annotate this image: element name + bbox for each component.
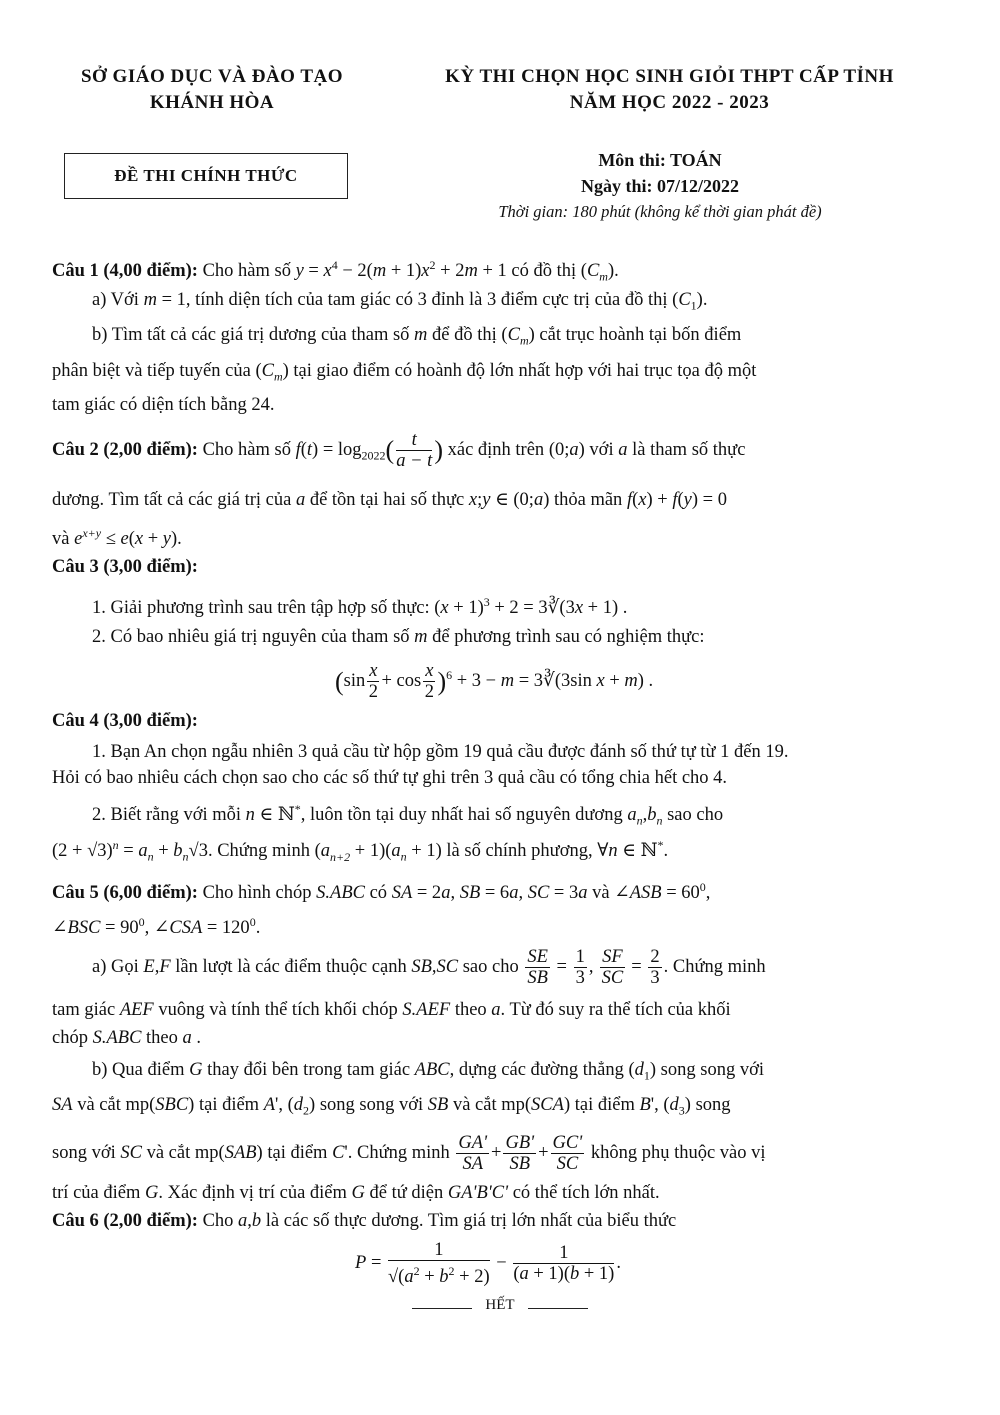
q6-expression: P = $\frac{1}{√(a^2 + b^2 + 2)}$ − $\frac{1}{(a + 1)(b + 1)}$ .	[355, 1240, 621, 1288]
q1-part-a: a) Với m = 1, tính diện tích của tam giác có 3 đỉnh là 3 điểm cực trị của đồ thị $(C_1)$.	[92, 290, 708, 313]
q2-line2: dương. Tìm tất cả các giá trị của a để tồn tại hai số thực x;y ∈ (0;a) thỏa mãn f(x) + f(y) = 0	[52, 490, 727, 510]
official-exam-label: ĐỀ THI CHÍNH THỨC	[114, 166, 298, 185]
end-marker: HẾT	[485, 1297, 515, 1313]
q1-part-b-line1: b) Tìm tất cả các giá trị dương của tham số m để đồ thị $(C_m)$ cắt trục hoành tại bốn điểm	[92, 325, 742, 348]
q1-part-b-line3: tam giác có diện tích bằng 24.	[52, 395, 275, 415]
q4-part1-line1: 1. Bạn An chọn ngẫu nhiên 3 quả cầu từ hộp gồm 19 quả cầu được đánh số thứ tự từ 1 đến 19.	[92, 742, 789, 762]
school-year: NĂM HỌC 2022 - 2023	[569, 92, 770, 113]
q3-part2: 2. Có bao nhiêu giá trị nguyên của tham số m để phương trình sau có nghiệm thực:	[92, 627, 705, 647]
q2-label: Câu 2 (2,00 điểm):	[52, 439, 198, 460]
q5-line1: Câu 5 (6,00 điểm): Cho hình chóp S.ABC có SA = 2a, SB = 6a, SC = 3a và ∠ASB = $60^0$,	[52, 880, 711, 904]
q5-line2: ∠BSC = $90^0$, ∠CSA = $120^0$.	[52, 915, 261, 939]
q4-label: Câu 4 (3,00 điểm):	[52, 711, 198, 731]
department-name: SỞ GIÁO DỤC VÀ ĐÀO TẠO	[80, 66, 344, 87]
exam-date: Ngày thi: 07/12/2022	[580, 176, 739, 196]
exam-title: KỲ THI CHỌN HỌC SINH GIỎI THPT CẤP TỈNH	[445, 66, 894, 87]
official-exam-box	[64, 153, 348, 199]
q4-part2-line2: $(2 + √3)^n = a_n + b_n√3$. Chứng minh $(a_{n+2} + 1)(a_n + 1)$ là số chính phương, ∀n ∈ ℕ*.	[52, 838, 669, 864]
q5-part-b-line3: song với SC và cắt mp(SAB) tại điểm C'. Chứng minh $\frac{GA'}{SA}$ + $\frac{GB'}{SB}$ + $\frac{GC'}{SC}$ không phụ thuộc vào vị	[52, 1133, 766, 1174]
subject: Môn thi: TOÁN	[598, 150, 722, 170]
q1-label: Câu 1 (4,00 điểm):	[52, 261, 198, 282]
q5-part-b-line2: SA và cắt mp(SBC) tại điểm A', $(d_2)$ song song với SB và cắt mp(SCA) tại điểm B', $(d_3)$ song	[52, 1095, 731, 1118]
q2-line3: và $e^{x+y} \le e(x + y)$.	[52, 526, 182, 550]
exam-duration: Thời gian: 180 phút (không kể thời gian phát đề)	[498, 202, 822, 221]
q6-line1: Câu 6 (2,00 điểm): Cho a,b là các số thực dương. Tìm giá trị lớn nhất của biểu thức	[52, 1211, 677, 1231]
q5-part-a-line1: a) Gọi E,F lần lượt là các điểm thuộc cạnh SB,SC sao cho $\frac{SE}{SB}$ = $\frac{1}{3}$ , $\frac{SF}{SC}$ = $\frac{2}{3}$ . Chứng minh	[92, 947, 766, 988]
q4-part1-line2: Hỏi có bao nhiêu cách chọn sao cho các số thứ tự ghi trên 3 quả cầu có tổng chia hết cho 4.	[52, 768, 728, 788]
footer-rule-left	[412, 1308, 472, 1309]
q5-part-a-line2: tam giác AEF vuông và tính thể tích khối chóp S.AEF theo a. Từ đó suy ra thể tích của khối	[52, 1000, 731, 1020]
footer-rule-right	[528, 1308, 588, 1309]
q5-part-b-line4: trí của điểm G. Xác định vị trí của điểm G để tứ diện GA'B'C' có thể tích lớn nhất.	[52, 1183, 660, 1203]
q2-line1: Câu 2 (2,00 điểm): Cho hàm số $f(t) = \log_{2022}$( $\frac{t}{a - t}$ ) xác định trên (0;a) với a là tham số thực	[52, 430, 746, 471]
q3-part1: 1. Giải phương trình sau trên tập hợp số thực: $(x + 1)^3 + 2$ = 3∛(3x + 1) .	[92, 595, 628, 619]
q4-part2-line1: 2. Biết rằng với mỗi n ∈ ℕ*, luôn tồn tại duy nhất hai số nguyên dương $a_n,b_n$ sao cho	[92, 802, 724, 828]
q3-equation: (sin $\frac{x}{2}$ + cos $\frac{x}{2}$ )$^6$ + 3 − m = 3∛(3sin x + m) .	[335, 661, 654, 703]
q5-label: Câu 5 (6,00 điểm):	[52, 883, 198, 904]
q3-label: Câu 3 (3,00 điểm):	[52, 557, 198, 577]
q1-part-b-line2: phân biệt và tiếp tuyến của $(C_m)$ tại giao điểm có hoành độ lớn nhất hợp với hai trục tọa độ một	[52, 361, 757, 384]
q5-part-a-line3: chóp S.ABC theo a .	[52, 1028, 202, 1048]
province-name: KHÁNH HÒA	[149, 92, 275, 113]
q1-line1: Câu 1 (4,00 điểm): Cho hàm số $y = x^4 - 2(m + 1)x^2 + 2m + 1$ có đồ thị $(C_m)$.	[52, 258, 619, 284]
q6-label: Câu 6 (2,00 điểm):	[52, 1211, 198, 1231]
q5-part-b-line1: b) Qua điểm G thay đổi bên trong tam giác ABC, dựng các đường thẳng $(d_1)$ song song với	[92, 1060, 764, 1083]
